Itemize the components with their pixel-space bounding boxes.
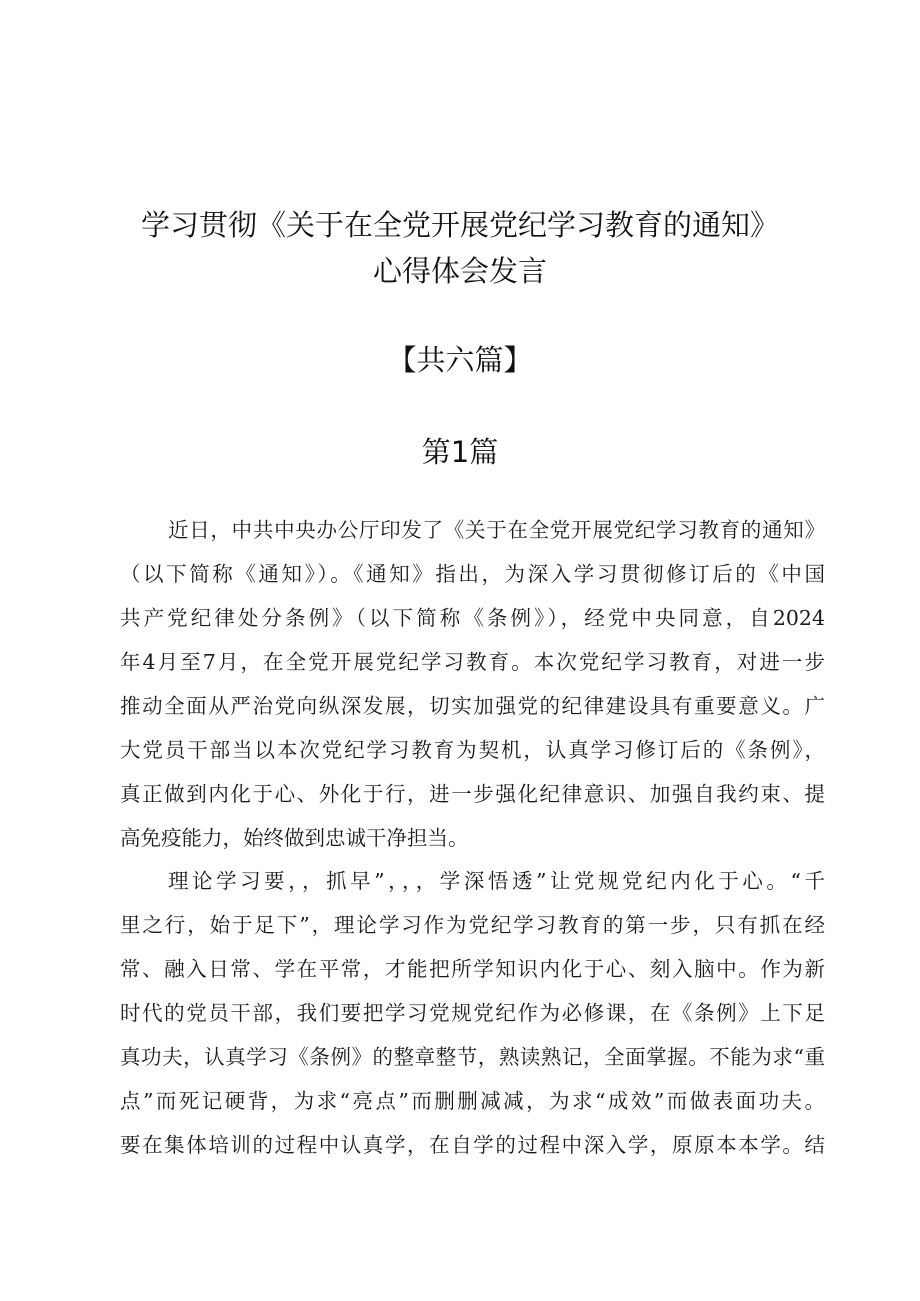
paragraph-2-line: 点”而死记硬背，为求“亮点”而删删减减，为求“成效”而做表面功夫。 — [120, 1089, 825, 1113]
paragraph-1-line: 真正做到内化于心、外化于行，进一步强化纪律意识、加强自我约束、提 — [120, 782, 825, 806]
paragraph-1-line: 大党员干部当以本次党纪学习教育为契机，认真学习修订后的《条例》， — [120, 738, 825, 762]
paragraph-1-line: 共产党纪律处分条例》（以下简称《条例》），经党中央同意，自2024 — [120, 606, 825, 630]
paragraph-2-line: 理论学习要，，抓早”，，，学深悟透”让党规党纪内化于心。“千 — [168, 869, 825, 893]
paragraph-1-line: 推动全面从严治党向纵深发展，切实加强党的纪律建设具有重要意义。广 — [120, 694, 825, 718]
paragraph-1-line: 年4月至7月，在全党开展党纪学习教育。本次党纪学习教育，对进一步 — [120, 650, 825, 674]
paragraph-1-line: 近日，中共中央办公厅印发了《关于在全党开展党纪学习教育的通知》 — [168, 518, 825, 542]
document-title-line-1: 学习贯彻《关于在全党开展党纪学习教育的通知》 — [140, 208, 779, 242]
paragraph-2-line: 时代的党员干部，我们要把学习党规党纪作为必修课，在《条例》上下足 — [120, 1001, 825, 1025]
document-title-line-2: 心得体会发言 — [372, 254, 547, 288]
document-subtitle: 【共六篇】 — [387, 343, 533, 377]
paragraph-2-line: 常、融入日常、学在平常，才能把所学知识内化于心、刻入脑中。作为新 — [120, 957, 825, 981]
paragraph-1-line: （以下简称《通知》）。《通知》指出，为深入学习贯彻修订后的《中国 — [120, 562, 825, 586]
paragraph-2-line: 要在集体培训的过程中认真学，在自学的过程中深入学，原原本本学。结 — [120, 1133, 825, 1157]
section-heading: 第1篇 — [421, 435, 499, 469]
paragraph-2-line: 里之行，始于足下”，理论学习作为党纪学习教育的第一步，只有抓在经 — [120, 913, 825, 937]
paragraph-2-line: 真功夫，认真学习《条例》的整章整节，熟读熟记，全面掌握。不能为求“重 — [120, 1045, 825, 1069]
paragraph-1-line: 高免疫能力，始终做到忠诚干净担当。 — [120, 826, 469, 850]
